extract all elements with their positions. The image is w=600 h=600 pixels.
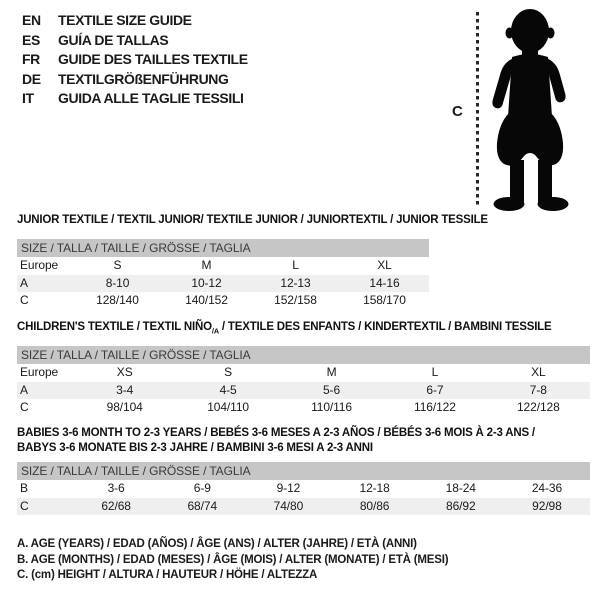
age-value: 12-13 [280,275,311,290]
height-value: 104/110 [207,400,249,414]
size-value: L [292,258,299,272]
size-value: S [113,258,122,272]
size-value: XL [377,258,392,272]
age-value: 14-16 [369,275,400,290]
age-value: 10-12 [191,275,222,290]
legend-line-b: B. AGE (MONTHS) / EDAD (MESES) / ÂGE (MOIS) / ALTER (MONATE) / ETÀ (MESI) [17,553,449,566]
height-value: 116/122 [414,400,456,414]
language-row-de [22,70,248,90]
row-label: C [20,498,29,513]
guide-title-de: TEXTILGRÖßENFÜHRUNG [58,70,229,87]
row-label: A [20,382,28,397]
junior-section-title: JUNIOR TEXTILE / TEXTIL JUNIOR/ TEXTILE JUNIOR / JUNIORTEXTIL / JUNIOR TESSILE [17,214,488,226]
height-measure-figure [440,5,595,217]
babies-size-table [17,462,590,515]
height-value: 86/92 [446,498,476,513]
table-row-europe [17,364,590,382]
age-months-value: 18-24 [445,481,476,495]
guide-title-es: GUÍA DE TALLAS [58,31,169,48]
size-header-bar: SIZE / TALLA / TAILLE / GRÖSSE / TAGLIA [17,239,429,257]
height-value: 128/140 [96,293,139,307]
children-size-table [17,346,590,417]
row-label: C [20,293,29,307]
size-value: XS [116,365,133,379]
age-months-value: 3-6 [107,481,125,495]
age-value: 3-4 [116,382,134,397]
babies-title-line2: BABYS 3-6 MONATE BIS 2-3 JAHRE / BAMBINI 3-6 MESI A 2-3 ANNI [17,442,373,454]
row-label: C [20,400,29,414]
table-row-europe [17,257,429,275]
row-label: B [20,481,28,495]
size-value: XL [531,365,546,379]
table-row-height [17,498,590,516]
row-label: Europe [20,258,59,272]
babies-section-title [17,426,583,456]
language-code: ES [22,31,40,48]
legend-line-a: A. AGE (YEARS) / EDAD (AÑOS) / ÂGE (ANS) / ALTER (JAHRE) / ETÀ (ANNI) [17,538,417,550]
language-code: FR [22,51,40,67]
measure-c-label: C [452,103,463,120]
age-value: 6-7 [426,382,444,397]
legend-line-c: C. (cm) HEIGHT / ALTURA / HAUTEUR / HÖHE / ALTEZZA [17,569,318,582]
age-value: 5-6 [322,382,341,397]
row-label: Europe [20,365,59,379]
size-header-bar: SIZE / TALLA / TAILLE / GRÖSSE / TAGLIA [17,462,590,480]
height-value: 140/152 [185,293,228,307]
language-code: IT [22,90,34,106]
table-row-height [17,399,590,417]
table-row-age [17,382,590,400]
size-value: M [326,365,337,379]
babies-title-line1: BABIES 3-6 MONTH TO 2-3 YEARS / BEBÉS 3-6 MESES A 2-3 AÑOS / BÉBÉS 3-6 MOIS À 2-3 ANS / [17,427,535,439]
language-row-it [22,89,248,109]
height-value: 68/74 [187,498,218,513]
age-months-value: 6-9 [193,481,211,495]
age-months-value: 12-18 [359,481,390,495]
language-list [22,11,248,109]
language-row-en [22,11,248,31]
table-row-age-months [17,480,590,498]
guide-title-fr: GUIDE DES TAILLES TEXTILE [58,51,248,67]
height-dotted-line [476,12,479,206]
row-label: A [20,275,28,290]
children-title-subscript: /A [211,326,219,336]
language-row-fr [22,50,248,70]
age-months-value: 9-12 [276,481,301,495]
children-title-post: / TEXTILE DES ENFANTS / KINDERTEXTIL / BAMBINI TESSILE [218,321,552,333]
guide-title-it: GUIDA ALLE TAGLIE TESSILI [58,90,244,106]
height-value: 158/170 [363,293,406,307]
height-value: 74/80 [273,498,304,513]
language-code: EN [22,12,41,28]
language-code: DE [22,70,41,87]
age-value: 8-10 [105,275,130,290]
age-value: 4-5 [219,382,237,397]
size-header-bar: SIZE / TALLA / TAILLE / GRÖSSE / TAGLIA [17,346,590,364]
size-value: L [431,365,439,379]
language-row-es [22,31,248,51]
age-value: 7-8 [529,382,547,397]
guide-title-en: TEXTILE SIZE GUIDE [58,12,192,28]
table-row-age [17,275,429,293]
age-months-value: 24-36 [531,481,563,495]
children-title-pre: CHILDREN'S TEXTILE / TEXTIL NIÑO [17,321,212,333]
height-value: 98/104 [106,400,143,414]
size-value: M [201,258,212,272]
height-value: 122/128 [516,400,560,414]
children-section-title [17,321,551,335]
height-value: 80/86 [359,498,390,513]
height-value: 110/116 [311,400,352,414]
toddler-silhouette-icon [482,5,578,211]
height-value: 152/158 [274,293,317,307]
size-value: S [224,365,233,379]
height-value: 62/68 [101,498,131,513]
height-value: 92/98 [532,498,562,513]
table-row-height [17,292,429,310]
junior-size-table [17,239,429,310]
measure-legend [17,537,448,584]
